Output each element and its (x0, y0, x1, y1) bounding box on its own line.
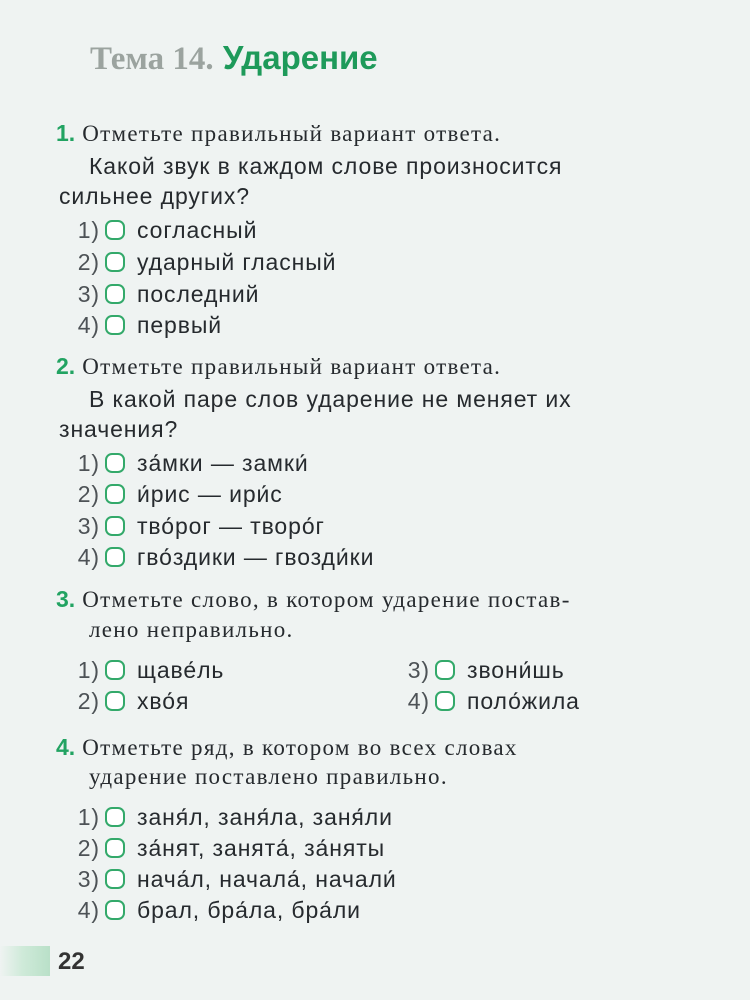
answer-checkbox[interactable] (105, 807, 125, 827)
topic-number: Тема 14. (90, 41, 214, 77)
question-instruction: Отметьте правильный вариант ответа. (82, 121, 502, 146)
option-number: 4) (77, 312, 100, 338)
option-label: согласный (137, 217, 258, 243)
option-number: 2) (77, 249, 100, 275)
option-number: 3) (77, 281, 100, 307)
answer-option[interactable] (70, 895, 361, 925)
question-text-line: Какой звук в каждом слове произносится (89, 153, 563, 179)
answer-option[interactable] (400, 686, 580, 716)
question-number: 4. (56, 734, 76, 760)
option-label: звони́шь (467, 657, 565, 683)
answer-option[interactable] (70, 310, 222, 340)
answer-option[interactable] (70, 802, 393, 832)
answer-option[interactable] (70, 864, 397, 894)
option-number: 1) (77, 657, 100, 683)
option-label: тво́рог — творо́г (137, 513, 325, 539)
question-3-head (56, 584, 571, 615)
option-label: последний (137, 281, 260, 307)
answer-checkbox[interactable] (105, 900, 125, 920)
answer-checkbox[interactable] (105, 220, 125, 240)
answer-option[interactable] (70, 686, 189, 716)
option-number: 3) (77, 513, 100, 539)
answer-option[interactable] (400, 655, 565, 685)
option-number: 1) (77, 217, 100, 243)
question-instruction: Отметьте правильный вариант ответа. (82, 354, 502, 379)
answer-option[interactable] (70, 479, 283, 509)
option-label: поло́жила (467, 688, 580, 714)
answer-option[interactable] (70, 511, 325, 541)
option-label: хво́я (137, 688, 190, 714)
topic-title: Ударение (222, 39, 378, 76)
option-number: 2) (77, 835, 100, 861)
answer-option[interactable] (70, 542, 374, 572)
question-2-text (59, 384, 721, 442)
option-number: 3) (77, 866, 100, 892)
option-label: заня́л, заня́ла, заня́ли (137, 804, 393, 830)
option-number: 1) (77, 804, 100, 830)
answer-checkbox[interactable] (105, 660, 125, 680)
option-label: первый (137, 312, 223, 338)
page-number: 22 (58, 948, 85, 975)
answer-checkbox[interactable] (105, 869, 125, 889)
answer-checkbox[interactable] (105, 547, 125, 567)
page-title (90, 36, 378, 81)
option-number: 4) (77, 897, 100, 923)
option-label: гво́здики — гвозди́ки (137, 544, 375, 570)
answer-checkbox[interactable] (105, 252, 125, 272)
option-number: 1) (77, 450, 100, 476)
question-instruction: Отметьте слово, в котором ударение постав- (82, 587, 571, 612)
answer-checkbox[interactable] (105, 315, 125, 335)
answer-checkbox[interactable] (105, 691, 125, 711)
answer-checkbox[interactable] (435, 660, 455, 680)
question-instruction: Отметьте ряд, в котором во всех словах (82, 735, 518, 760)
option-label: за́мки — замки́ (137, 450, 309, 476)
answer-checkbox[interactable] (105, 484, 125, 504)
question-2-head (56, 351, 501, 382)
option-number: 3) (407, 657, 430, 683)
option-number: 2) (77, 481, 100, 507)
question-number: 2. (56, 353, 76, 379)
answer-option[interactable] (70, 215, 257, 245)
question-1-head (56, 118, 501, 149)
option-label: нача́л, начала́, начали́ (137, 866, 397, 892)
answer-option[interactable] (70, 247, 336, 277)
option-label: щаве́ль (137, 657, 225, 683)
option-label: за́нят, занята́, за́няты (137, 835, 386, 861)
option-label: брал, бра́ла, бра́ли (137, 897, 361, 923)
page-number-tab (0, 946, 50, 976)
question-text-line: В какой паре слов ударение не меняет их (89, 386, 572, 412)
option-label: и́рис — ири́с (137, 481, 283, 507)
question-instruction-line: ударение поставлено правильно. (89, 764, 448, 789)
answer-option[interactable] (70, 655, 224, 685)
answer-checkbox[interactable] (105, 284, 125, 304)
option-label: ударный гласный (137, 249, 337, 275)
answer-checkbox[interactable] (435, 691, 455, 711)
answer-option[interactable] (70, 279, 259, 309)
question-4-head (56, 732, 518, 763)
question-text-line: значения? (59, 416, 179, 442)
question-1-text (59, 151, 721, 209)
answer-option[interactable] (70, 448, 309, 478)
question-instruction-line: лено неправильно. (89, 617, 294, 642)
answer-checkbox[interactable] (105, 453, 125, 473)
question-text-line: сильнее других? (59, 183, 250, 209)
answer-checkbox[interactable] (105, 516, 125, 536)
option-number: 2) (77, 688, 100, 714)
option-number: 4) (407, 688, 430, 714)
answer-checkbox[interactable] (105, 838, 125, 858)
question-number: 1. (56, 120, 76, 146)
answer-option[interactable] (70, 833, 385, 863)
question-number: 3. (56, 586, 76, 612)
option-number: 4) (77, 544, 100, 570)
